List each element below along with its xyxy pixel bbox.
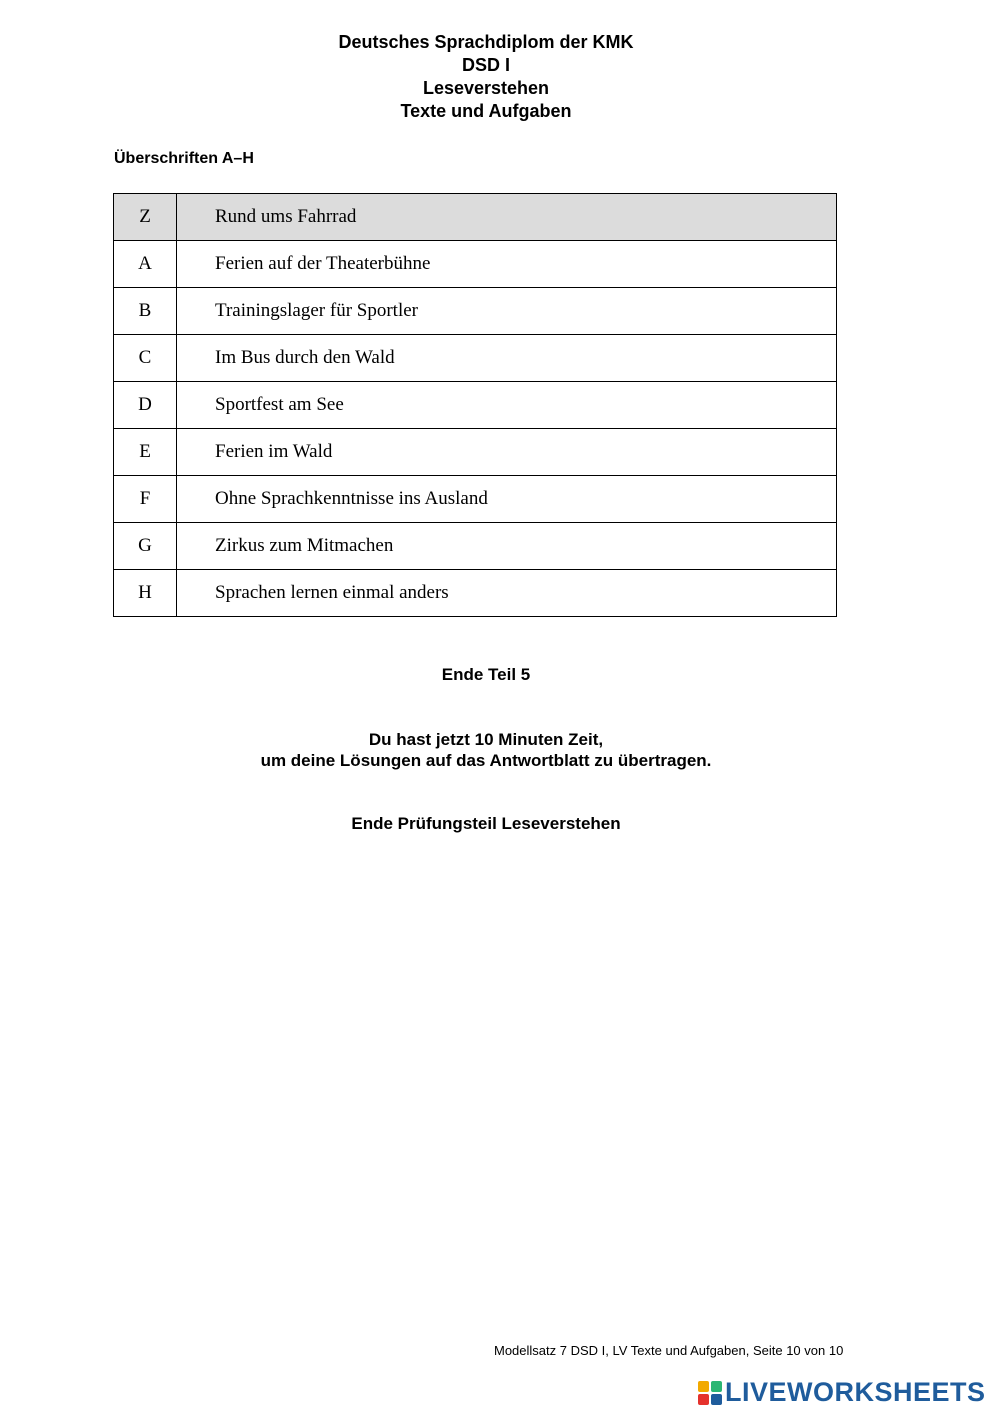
headings-table bbox=[113, 193, 837, 617]
logo-square-icon bbox=[698, 1394, 709, 1405]
end-part-label: Ende Teil 5 bbox=[441, 665, 531, 684]
heading-letter: Z bbox=[114, 194, 177, 241]
heading-text: Sportfest am See bbox=[177, 382, 837, 429]
header-subtitle: Texte und Aufgaben bbox=[400, 101, 572, 121]
page-footer: Modellsatz 7 DSD I, LV Texte und Aufgaben, Seite 10 von 10 bbox=[494, 1343, 844, 1358]
table-row bbox=[114, 241, 837, 288]
table-row bbox=[114, 570, 837, 617]
heading-letter: D bbox=[114, 382, 177, 429]
heading-letter: C bbox=[114, 335, 177, 382]
heading-text: Ferien im Wald bbox=[177, 429, 837, 476]
heading-text: Trainingslager für Sportler bbox=[177, 288, 837, 335]
heading-letter: G bbox=[114, 523, 177, 570]
end-exam-label: Ende Prüfungsteil Leseverstehen bbox=[351, 814, 621, 833]
time-note-line2: um deine Lösungen auf das Antwortblatt zu übertragen. bbox=[260, 751, 712, 770]
header-skill: Leseverstehen bbox=[422, 78, 550, 98]
logo-grid-icon bbox=[698, 1381, 722, 1405]
heading-letter: E bbox=[114, 429, 177, 476]
table-row bbox=[114, 476, 837, 523]
heading-letter: H bbox=[114, 570, 177, 617]
logo-square-icon bbox=[711, 1394, 722, 1405]
table-row bbox=[114, 288, 837, 335]
table-row bbox=[114, 429, 837, 476]
document-header bbox=[0, 31, 972, 123]
heading-text: Ferien auf der Theaterbühne bbox=[177, 241, 837, 288]
table-row bbox=[114, 523, 837, 570]
heading-text: Im Bus durch den Wald bbox=[177, 335, 837, 382]
logo-square-icon bbox=[711, 1381, 722, 1392]
heading-letter: B bbox=[114, 288, 177, 335]
heading-text: Sprachen lernen einmal anders bbox=[177, 570, 837, 617]
section-title: Überschriften A–H bbox=[114, 150, 254, 167]
table-row bbox=[114, 382, 837, 429]
header-title: Deutsches Sprachdiplom der KMK bbox=[338, 32, 634, 52]
table-row-example bbox=[114, 194, 837, 241]
heading-letter: A bbox=[114, 241, 177, 288]
time-note-line1: Du hast jetzt 10 Minuten Zeit, bbox=[368, 730, 604, 749]
liveworksheets-logo[interactable] bbox=[698, 1377, 986, 1408]
header-level: DSD I bbox=[461, 55, 510, 75]
brand-name: LIVEWORKSHEETS bbox=[725, 1377, 986, 1407]
heading-text: Ohne Sprachkenntnisse ins Ausland bbox=[177, 476, 837, 523]
time-note bbox=[0, 729, 972, 771]
table-row bbox=[114, 335, 837, 382]
heading-text: Zirkus zum Mitmachen bbox=[177, 523, 837, 570]
heading-letter: F bbox=[114, 476, 177, 523]
logo-square-icon bbox=[698, 1381, 709, 1392]
heading-text: Rund ums Fahrrad bbox=[177, 194, 837, 241]
